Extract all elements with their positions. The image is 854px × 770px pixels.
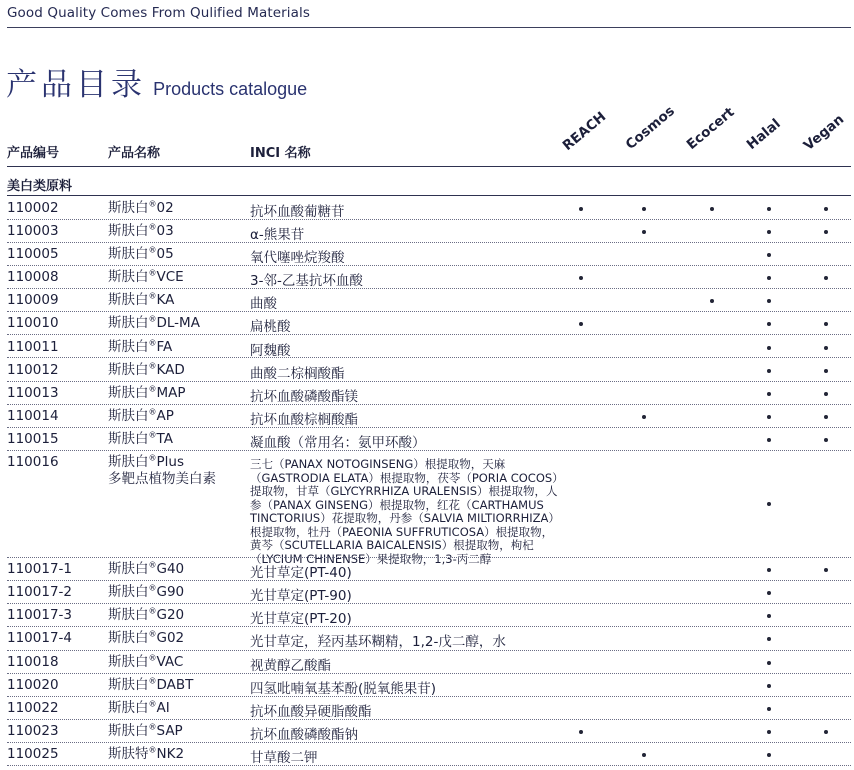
registered-mark: ®: [148, 245, 157, 255]
product-name: [108, 654, 183, 671]
product-inci: 视黄醇乙酸酯: [250, 658, 331, 674]
certification-dot-halal: [767, 207, 771, 211]
product-inci: 抗坏血酸磷酸酯镁: [250, 389, 358, 405]
product-brand: 斯肤白: [108, 292, 149, 308]
product-name: [108, 246, 174, 263]
certification-dot-cosmos: [642, 207, 646, 211]
product-inci: 抗坏血酸磷酸酯钠: [250, 727, 358, 743]
product-brand: 斯肤白: [108, 723, 149, 739]
product-model: 03: [156, 223, 174, 239]
certification-dot-vegan: [824, 415, 828, 419]
page-title-cn: 产品目录: [6, 67, 146, 103]
certification-dot-halal: [767, 614, 771, 618]
registered-mark: ®: [148, 606, 157, 616]
certification-dot-halal: [767, 415, 771, 419]
product-brand: 斯肤白: [108, 269, 149, 285]
product-brand: 斯肤白: [108, 630, 149, 646]
certification-dot-halal: [767, 661, 771, 665]
row-divider: [7, 450, 851, 451]
registered-mark: ®: [148, 453, 157, 463]
product-code: 110011: [7, 339, 59, 355]
registered-mark: ®: [148, 583, 157, 593]
product-inci: 抗坏血酸异硬脂酸酯: [250, 704, 372, 720]
certification-dot-reach: [579, 276, 583, 280]
registered-mark: ®: [148, 430, 157, 440]
product-inci: 光甘草定(PT-20): [250, 611, 352, 627]
category-title: 美白类原料: [7, 179, 73, 194]
product-brand: 斯肤白: [108, 385, 149, 401]
certification-dot-vegan: [824, 438, 828, 442]
certification-dot-vegan: [824, 346, 828, 350]
column-header-code: 产品编号: [7, 146, 60, 161]
product-model: NK2: [156, 746, 185, 762]
product-brand: 斯肤白: [108, 607, 149, 623]
product-code: 110002: [7, 200, 59, 216]
certification-dot-halal: [767, 730, 771, 734]
certification-dot-vegan: [824, 207, 828, 211]
certification-dot-halal: [767, 753, 771, 757]
product-brand: 斯肤白: [108, 408, 149, 424]
product-model: AI: [156, 700, 170, 716]
certification-dot-reach: [579, 730, 583, 734]
product-brand: 斯肤白: [108, 561, 149, 577]
product-name: [108, 431, 173, 448]
product-code: 110017-4: [7, 630, 72, 646]
product-model: MAP: [156, 385, 186, 401]
certification-dot-halal: [767, 322, 771, 326]
registered-mark: ®: [148, 361, 157, 371]
registered-mark: ®: [148, 268, 157, 278]
row-divider: [7, 381, 851, 382]
product-brand: 斯肤白: [108, 315, 149, 331]
certification-dot-halal: [767, 299, 771, 303]
product-code: 110013: [7, 385, 59, 401]
certification-dot-cosmos: [642, 753, 646, 757]
certification-dot-halal: [767, 253, 771, 257]
product-inci: 光甘草定(PT-90): [250, 588, 352, 604]
certification-dot-halal: [767, 276, 771, 280]
certification-dot-halal: [767, 684, 771, 688]
product-model: 02: [156, 200, 174, 216]
registered-mark: ®: [148, 338, 157, 348]
product-code: 110009: [7, 292, 59, 308]
column-header-reach: REACH: [559, 108, 610, 154]
registered-mark: ®: [148, 676, 157, 686]
row-divider: [7, 673, 851, 674]
product-inci: 氧代噻唑烷羧酸: [250, 250, 345, 266]
product-brand: 斯肤白: [108, 584, 149, 600]
certification-dot-reach: [579, 322, 583, 326]
row-divider: [7, 242, 851, 243]
certification-dot-vegan: [824, 230, 828, 234]
page-title-en: Products catalogue: [153, 79, 308, 99]
column-header-cosmos: Cosmos: [622, 103, 678, 153]
product-code: 110017-2: [7, 584, 72, 600]
certification-dot-reach: [579, 207, 583, 211]
certification-dot-ecocert: [710, 299, 714, 303]
certification-dot-vegan: [824, 276, 828, 280]
product-code: 110018: [7, 654, 59, 670]
column-header-name: 产品名称: [108, 146, 161, 161]
product-code: 110014: [7, 408, 59, 424]
product-code: 110012: [7, 362, 59, 378]
product-brand: 斯肤白: [108, 431, 149, 447]
product-model: G90: [156, 584, 185, 600]
row-divider: [7, 603, 851, 604]
product-brand: 斯肤白: [108, 339, 149, 355]
product-code: 110020: [7, 677, 59, 693]
row-divider: [7, 626, 851, 627]
row-divider: [7, 219, 851, 220]
product-inci: 四氢吡喃氧基苯酚(脱氧熊果苷): [250, 681, 437, 697]
certification-dot-vegan: [824, 369, 828, 373]
product-code: 110025: [7, 746, 59, 762]
top-divider: [7, 27, 851, 28]
certification-dot-halal: [767, 369, 771, 373]
product-inci: 曲酸: [250, 296, 277, 312]
product-inci: 三七（PANAX NOTOGINSENG）根提取物，天麻（GASTRODIA ELATA）根提取物，茯苓（PORIA COCOS）提取物，甘草（GLYCYRRHIZA URALENSIS）根提取物，人参（PANAX GINSENG）根提取物，红花（CARTHAMUS TINCTORIUS）花提取物，丹参（SALVIA MILTIORRHIZA）根提取物，牡丹（PAEONIA SUFFRUTICOSA）根提取物，黄芩（SCUTELLARIA BAICALENSIS）根提取物，枸杞（LYCIUM CHINENSE）果提取物，1,3-丙二醇: [250, 457, 560, 566]
product-code: 110023: [7, 723, 59, 739]
row-divider: [7, 650, 851, 651]
registered-mark: ®: [148, 291, 157, 301]
product-model: Plus: [156, 454, 184, 470]
registered-mark: ®: [148, 222, 157, 232]
registered-mark: ®: [148, 745, 157, 755]
product-name: [108, 315, 200, 332]
product-brand: 斯肤特: [108, 746, 149, 762]
product-code: 110003: [7, 223, 59, 239]
page-heading: [6, 59, 307, 104]
product-model: VCE: [156, 269, 184, 285]
product-inci: 甘草酸二钾: [250, 750, 318, 766]
registered-mark: ®: [148, 722, 157, 732]
product-model: G20: [156, 607, 185, 623]
row-divider: [7, 288, 851, 289]
product-name: [108, 607, 184, 624]
product-name: [108, 700, 170, 717]
product-model: KAD: [156, 362, 185, 378]
row-divider: [7, 557, 851, 558]
certification-dot-halal: [767, 591, 771, 595]
row-divider: [7, 719, 851, 720]
product-name: [108, 746, 184, 763]
product-model: VAC: [156, 654, 184, 670]
product-name: [108, 408, 174, 425]
certification-dot-cosmos: [642, 415, 646, 419]
product-model: FA: [156, 339, 173, 355]
product-inci: 扁桃酸: [250, 319, 291, 335]
product-model: AP: [156, 408, 174, 424]
product-inci: 抗坏血酸棕榈酸酯: [250, 412, 358, 428]
certification-dot-halal: [767, 502, 771, 506]
registered-mark: ®: [148, 384, 157, 394]
certification-dot-ecocert: [710, 207, 714, 211]
product-code: 110016: [7, 454, 59, 470]
row-divider: [7, 742, 851, 743]
product-brand: 斯肤白: [108, 223, 149, 239]
product-code: 110015: [7, 431, 59, 447]
product-brand: 斯肤白: [108, 454, 149, 470]
column-header-inci: INCI 名称: [250, 146, 311, 161]
row-divider: [7, 404, 851, 405]
column-header-ecocert: Ecocert: [683, 104, 738, 153]
product-brand: 斯肤白: [108, 654, 149, 670]
product-model: KA: [156, 292, 175, 308]
certification-dot-cosmos: [642, 230, 646, 234]
product-inci: 曲酸二棕榈酸酯: [250, 366, 345, 382]
registered-mark: ®: [148, 560, 157, 570]
product-inci: 抗坏血酸葡糖苷: [250, 204, 345, 220]
registered-mark: ®: [148, 629, 157, 639]
certification-dot-vegan: [824, 730, 828, 734]
product-name: [108, 200, 174, 217]
product-name: [108, 362, 185, 379]
certification-dot-halal: [767, 707, 771, 711]
product-model: SAP: [156, 723, 183, 739]
product-model: DL-MA: [156, 315, 200, 331]
product-code: 110008: [7, 269, 59, 285]
header-divider: [7, 166, 851, 167]
product-name: [108, 561, 184, 578]
product-inci: 光甘草定，羟丙基环糊精，1,2-戊二醇，水: [250, 634, 506, 650]
product-inci: 光甘草定(PT-40): [250, 565, 352, 581]
product-inci: 3-邻-乙基抗坏血酸: [250, 273, 363, 289]
registered-mark: ®: [148, 407, 157, 417]
column-header-vegan: Vegan: [800, 111, 848, 154]
product-name: [108, 630, 184, 647]
registered-mark: ®: [148, 699, 157, 709]
tagline: Good Quality Comes From Qulified Materials: [7, 5, 311, 21]
certification-dot-vegan: [824, 322, 828, 326]
product-model: 05: [156, 246, 174, 262]
product-inci: α-熊果苷: [250, 227, 305, 243]
certification-dot-halal: [767, 392, 771, 396]
product-brand: 斯肤白: [108, 677, 149, 693]
product-code: 110005: [7, 246, 59, 262]
row-divider: [7, 357, 851, 358]
product-brand: 斯肤白: [108, 200, 149, 216]
product-inci: 凝血酸（常用名：氨甲环酸）: [250, 435, 426, 451]
row-divider: [7, 311, 851, 312]
product-name: [108, 292, 174, 309]
row-divider: [7, 765, 851, 766]
product-name-line2: 多靶点植物美白素: [108, 471, 216, 487]
product-name: [108, 677, 193, 694]
product-name: [108, 723, 183, 740]
row-divider: [7, 265, 851, 266]
product-code: 110017-3: [7, 607, 72, 623]
registered-mark: ®: [148, 653, 157, 663]
product-model: TA: [156, 431, 173, 447]
row-divider: [7, 580, 851, 581]
row-divider: [7, 427, 851, 428]
row-divider: [7, 696, 851, 697]
product-brand: 斯肤白: [108, 362, 149, 378]
certification-dot-halal: [767, 230, 771, 234]
product-model: G40: [156, 561, 185, 577]
certification-dot-halal: [767, 346, 771, 350]
certification-dot-halal: [767, 637, 771, 641]
product-name: [108, 584, 184, 601]
product-inci: 阿魏酸: [250, 343, 291, 359]
product-name: [108, 339, 172, 356]
certification-dot-halal: [767, 568, 771, 572]
product-name: [108, 385, 186, 402]
product-name: [108, 269, 184, 286]
registered-mark: ®: [148, 199, 157, 209]
certification-dot-vegan: [824, 568, 828, 572]
product-model: DABT: [156, 677, 194, 693]
certification-dot-halal: [767, 438, 771, 442]
registered-mark: ®: [148, 314, 157, 324]
category-divider: [7, 195, 851, 196]
product-model: G02: [156, 630, 185, 646]
product-brand: 斯肤白: [108, 700, 149, 716]
column-header-halal: Halal: [743, 115, 784, 153]
product-code: 110017-1: [7, 561, 72, 577]
product-name: [108, 223, 174, 240]
product-name: [108, 454, 216, 488]
certification-dot-vegan: [824, 392, 828, 396]
row-divider: [7, 334, 851, 335]
product-brand: 斯肤白: [108, 246, 149, 262]
product-code: 110010: [7, 315, 59, 331]
product-code: 110022: [7, 700, 59, 716]
